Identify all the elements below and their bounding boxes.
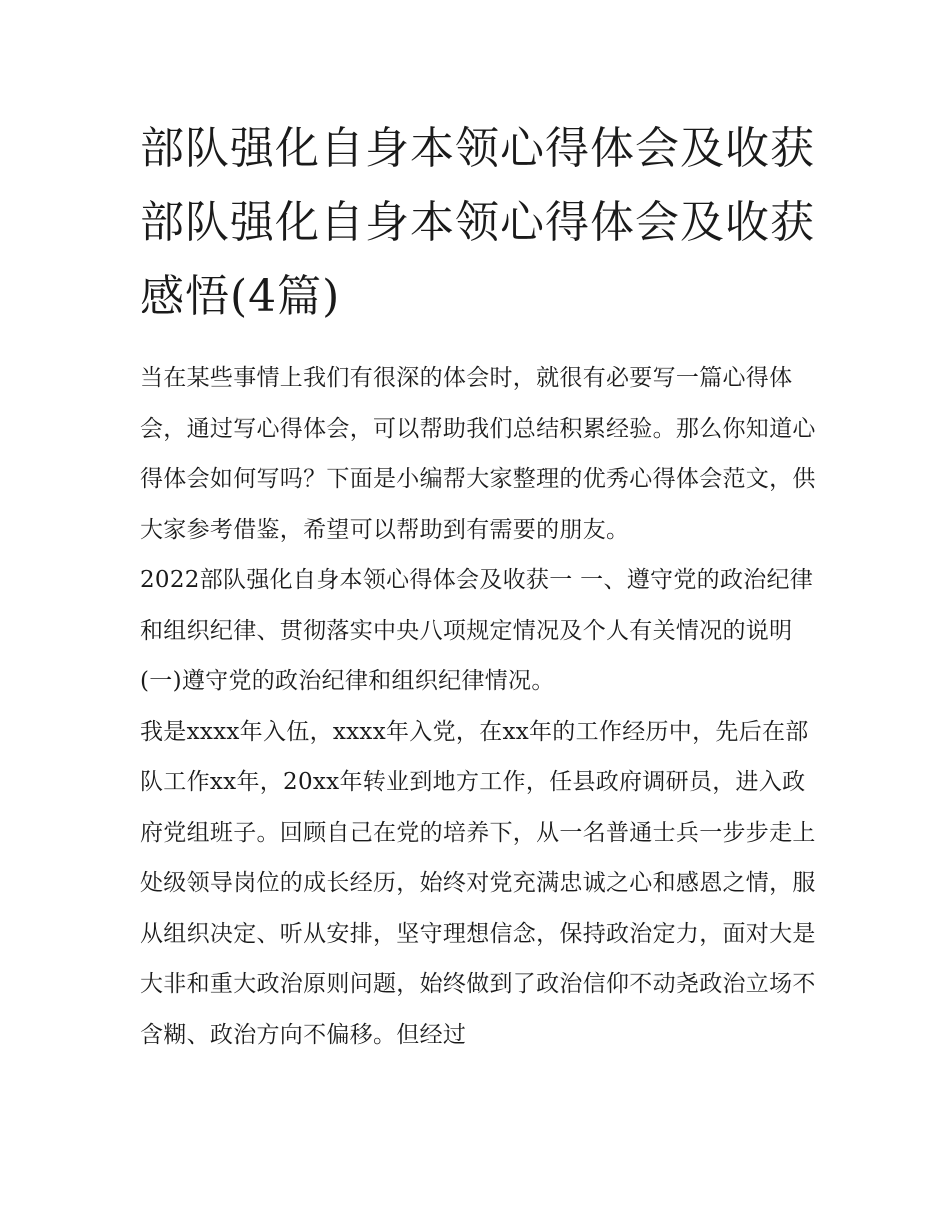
section-heading-paragraph: 2022部队强化自身本领心得体会及收获一 一、遵守党的政治纪律和组织纪律、贯彻落实中央八项规定情况及个人有关情况的说明 [140,567,814,644]
document-title: 部队强化自身本领心得体会及收获 部队强化自身本领心得体会及收获感悟(4篇) [140,123,815,322]
document-body [140,353,820,1060]
subsection-heading-paragraph: (一)遵守党的政治纪律和组织纪律情况。 [140,668,555,694]
intro-paragraph: 当在某些事情上我们有很深的体会时，就很有必要写一篇心得体会，通过写心得体会，可以帮助我们总结积累经验。那么你知道心得体会如何写吗？下面是小编帮大家整理的优秀心得体会范文，供大家参考借鉴，希望可以帮助到有需要的朋友。 [140,365,816,543]
body-paragraph: 我是xxxx年入伍，xxxx年入党，在xx年的工作经历中，先后在部队工作xx年，20xx年转业到地方工作，任县政府调研员，进入政府党组班子。回顾自己在党的培养下，从一名普通士兵一步步走上处级领导岗位的成长经历，始终对党充满忠诚之心和感恩之情，服从组织决定、听从安排，坚守理想信念，保持政治定力，面对大是大非和重大政治原则问题，始终做到了政治信仰不动尧政治立场不含糊、政治方向不偏移。但经过 [140,718,816,1048]
